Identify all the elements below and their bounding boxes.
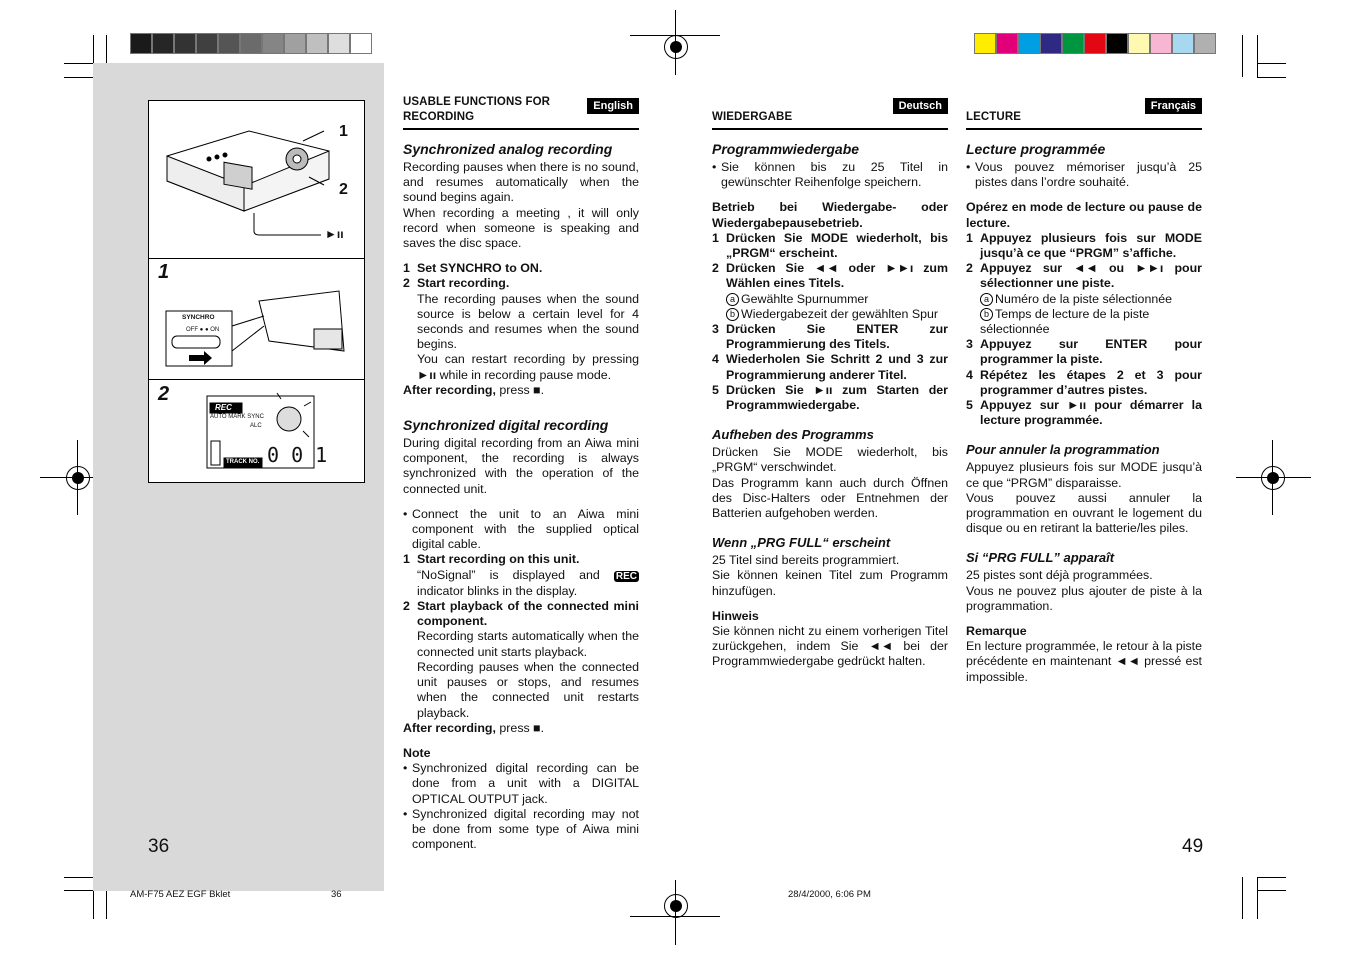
step-detail: a Gewählte Spurnummer <box>712 292 948 307</box>
crop-mark <box>1242 877 1243 919</box>
panel-1-number: 1 <box>158 261 170 283</box>
color-swatch <box>350 33 372 54</box>
paragraph: Sie können nicht zu einem vorherigen Titel zurückgehen, indem Sie ◄◄ bei der Programmwiedergabe gedrückt halten. <box>712 624 948 669</box>
after-recording: After recording, press ■. <box>403 382 545 397</box>
color-swatch <box>284 33 306 54</box>
deutsch-column <box>712 98 948 670</box>
registration-mark-icon <box>66 466 90 490</box>
figure-divider <box>149 379 364 380</box>
language-badge-francais: Français <box>1145 98 1202 114</box>
lcd-rec: REC <box>215 403 232 412</box>
paragraph: Recording pauses when there is no sound, and resumes automatically when the sound begins again. <box>403 160 639 205</box>
crop-mark <box>1242 35 1243 77</box>
crop-mark <box>64 890 93 891</box>
step-detail: The recording pauses when the sound source is below a certain level for 4 seconds and resumes when the sound begins. <box>417 291 639 352</box>
crop-mark <box>1257 35 1258 77</box>
section-title: Wenn „PRG FULL“ erscheint <box>712 535 891 551</box>
section-title: Pour annuler la programmation <box>966 442 1160 458</box>
step-detail: a Numéro de la piste sélectionnée <box>966 292 1202 307</box>
grayscale-swatches <box>130 33 372 54</box>
step-item: 3 Drücken Sie ENTER zur Programmierung des Titels. <box>712 322 948 352</box>
step-item: 4 Répétez les étapes 2 et 3 pour programmer d’autres pistes. <box>966 367 1202 397</box>
deutsch-header <box>712 98 948 130</box>
paragraph: Das Programm kann auch durch Öffnen des Disc-Halters oder Entnehmen der Batterien aufgehoben werden. <box>712 475 948 521</box>
note-item: • Synchronized digital recording may not be done from some type of Aiwa mini component. <box>403 806 639 852</box>
bullet-item: • Connect the unit to an Aiwa mini component with the supplied optical digital cable. <box>403 506 639 552</box>
step-item: 5 Drücken Sie ►ıı zum Starten der Programmwiedergabe. <box>712 382 948 413</box>
francais-header-title: LECTURE <box>966 110 1022 123</box>
lcd-alc: ALC <box>250 423 262 429</box>
english-header-title: USABLE FUNCTIONS FOR RECORDING <box>403 96 551 123</box>
step-detail: “NoSignal” is displayed and REC indicator blinks in the display. <box>417 567 637 598</box>
color-swatch <box>1018 33 1040 54</box>
section-title: Programmwiedergabe <box>712 141 860 157</box>
color-swatch <box>1106 33 1128 54</box>
paragraph: When recording a meeting , it will only record when someone is speaking and saves the disc space. <box>403 205 639 251</box>
color-swatch <box>996 33 1018 54</box>
color-swatch <box>306 33 328 54</box>
crop-mark <box>1257 63 1286 64</box>
color-swatch <box>1150 33 1172 54</box>
registration-mark-icon <box>664 894 688 918</box>
callout-1: 1 <box>339 123 348 140</box>
step-detail: Recording starts automatically when the connected unit starts playback. <box>417 629 639 659</box>
english-column <box>403 98 639 852</box>
francais-column <box>966 98 1202 685</box>
mode-note: Opérez en mode de lecture ou pause de lecture. <box>966 200 1202 230</box>
color-swatch <box>974 33 996 54</box>
rec-indicator-icon: REC <box>615 570 637 582</box>
color-swatch <box>196 33 218 54</box>
figure-divider <box>149 258 364 259</box>
play-pause-icon: ►ıı <box>325 227 344 241</box>
bullet-item: • Sie können bis zu 25 Titel in gewünschter Reihenfolge speichern. <box>712 160 948 190</box>
color-swatch <box>1172 33 1194 54</box>
paragraph: Sie können keinen Titel zum Programm hinzufügen. <box>712 568 948 598</box>
english-header <box>403 98 639 130</box>
color-swatch <box>130 33 152 54</box>
step-item: 2 Start playback of the connected mini component. <box>403 599 639 629</box>
paragraph: Vous ne pouvez plus ajouter de piste à la programmation. <box>966 583 1202 613</box>
step-item: 2 Drücken Sie ◄◄ oder ►►ı zum Wählen eines Titels. <box>712 261 948 291</box>
paragraph: During digital recording from an Aiwa mini component, the recording is always synchronized with the operation of the connected unit. <box>403 436 639 496</box>
color-swatch <box>328 33 350 54</box>
francais-header <box>966 98 1202 130</box>
color-swatches <box>974 33 1216 54</box>
hint-title: Hinweis <box>712 608 759 623</box>
page-number-left: 36 <box>148 836 170 857</box>
crop-mark <box>1257 877 1258 919</box>
crop-mark <box>64 77 93 78</box>
step-item: 1 Set SYNCHRO to ON. <box>403 261 543 276</box>
color-swatch <box>218 33 240 54</box>
crop-mark <box>64 63 93 64</box>
color-swatch <box>240 33 262 54</box>
paragraph: Vous pouvez aussi annuler la programmation en ouvrant le logement du disque ou en retirant la batterie/les piles. <box>966 490 1202 536</box>
hint-title: Remarque <box>966 624 1027 639</box>
step-item: 1 Drücken Sie MODE wiederholt, bis „PRGM“ erscheint. <box>712 230 948 261</box>
after-recording: After recording, press ■. <box>403 720 545 735</box>
step-detail: b Wiedergabezeit der gewählten Spur <box>712 307 948 322</box>
crop-mark <box>1257 877 1286 878</box>
color-swatch <box>152 33 174 54</box>
color-swatch <box>174 33 196 54</box>
step-item: 2 Appuyez sur ◄◄ ou ►►ı pour sélectionner une piste. <box>966 261 1202 291</box>
lcd-auto-mark-sync: AUTO MARK SYNC <box>210 414 264 420</box>
section-title: Lecture programmée <box>966 141 1106 157</box>
color-swatch <box>1062 33 1084 54</box>
paragraph: En lecture programmée, le retour à la piste précédente en maintenant ◄◄ pressé est impossible. <box>966 639 1202 684</box>
registration-mark-icon <box>1261 466 1285 490</box>
note-title: Note <box>403 745 431 760</box>
section-title: Si “PRG FULL” apparaît <box>966 550 1115 566</box>
step-detail: b Temps de lecture de la piste sélectionnée <box>980 306 1150 337</box>
paragraph: 25 pistes sont déjà programmées. <box>966 568 1153 583</box>
step-detail: You can restart recording by pressing ►ıı while in recording pause mode. <box>417 352 639 382</box>
color-swatch <box>1040 33 1062 54</box>
lcd-track-no: TRACK NO. <box>226 459 260 465</box>
section-title: Synchronized analog recording <box>403 141 613 157</box>
language-badge-deutsch: Deutsch <box>893 98 948 114</box>
step-detail: Recording pauses when the connected unit pauses or stops, and resumes when the connected unit restarts playback. <box>417 659 639 720</box>
callout-2: 2 <box>339 181 348 198</box>
section-title: Synchronized digital recording <box>403 417 609 434</box>
paragraph: Drücken Sie MODE wiederholt, bis „PRGM“ verschwindet. <box>712 445 948 475</box>
color-swatch <box>262 33 284 54</box>
crop-mark <box>1257 890 1286 891</box>
crop-mark <box>64 877 93 878</box>
crop-mark <box>1257 77 1286 78</box>
mode-note: Betrieb bei Wiedergabe- oder Wiedergabepausebetrieb. <box>712 200 948 230</box>
illustration-box <box>148 100 365 483</box>
footer-file: AM-F75 AEZ EGF Bklet <box>130 889 231 900</box>
step-item: 1 Appuyez plusieurs fois sur MODE jusqu’à ce que “PRGM” s’affiche. <box>966 230 1202 261</box>
step-item: 1 Start recording on this unit. <box>403 552 580 567</box>
paragraph: Appuyez plusieurs fois sur MODE jusqu’à ce que “PRGM” disparaisse. <box>966 460 1202 490</box>
color-swatch <box>1194 33 1216 54</box>
page-number-right: 49 <box>1182 836 1204 857</box>
lcd-digits: 0 0 1 <box>267 443 328 467</box>
step-item: 4 Wiederholen Sie Schritt 2 und 3 zur Programmierung anderer Titel. <box>712 352 948 382</box>
paragraph: 25 Titel sind bereits programmiert. <box>712 553 900 568</box>
deutsch-header-title: WIEDERGABE <box>712 110 793 123</box>
language-badge-english: English <box>587 98 639 114</box>
color-swatch <box>1128 33 1150 54</box>
note-item: • Synchronized digital recording can be done from a unit with a DIGITAL OPTICAL OUTPUT jack. <box>403 761 639 806</box>
step-item: 5 Appuyez sur ►ıı pour démarrer la lecture programmée. <box>966 398 1202 428</box>
footer-date: 28/4/2000, 6:06 PM <box>788 889 871 900</box>
panel-2-number: 2 <box>158 383 170 405</box>
footer-page: 36 <box>331 889 342 900</box>
synchro-label: SYNCHRO <box>182 314 215 321</box>
color-swatch <box>1084 33 1106 54</box>
registration-mark-icon <box>664 35 688 59</box>
step-item: 2 Start recording. <box>403 276 510 291</box>
step-item: 3 Appuyez sur ENTER pour programmer la piste. <box>966 337 1202 367</box>
bullet-item: • Vous pouvez mémoriser jusqu’à 25 pistes dans l’ordre souhaité. <box>966 160 1202 190</box>
synchro-off-on: OFF ● ● ON <box>186 327 220 333</box>
section-title: Aufheben des Programms <box>712 427 874 443</box>
